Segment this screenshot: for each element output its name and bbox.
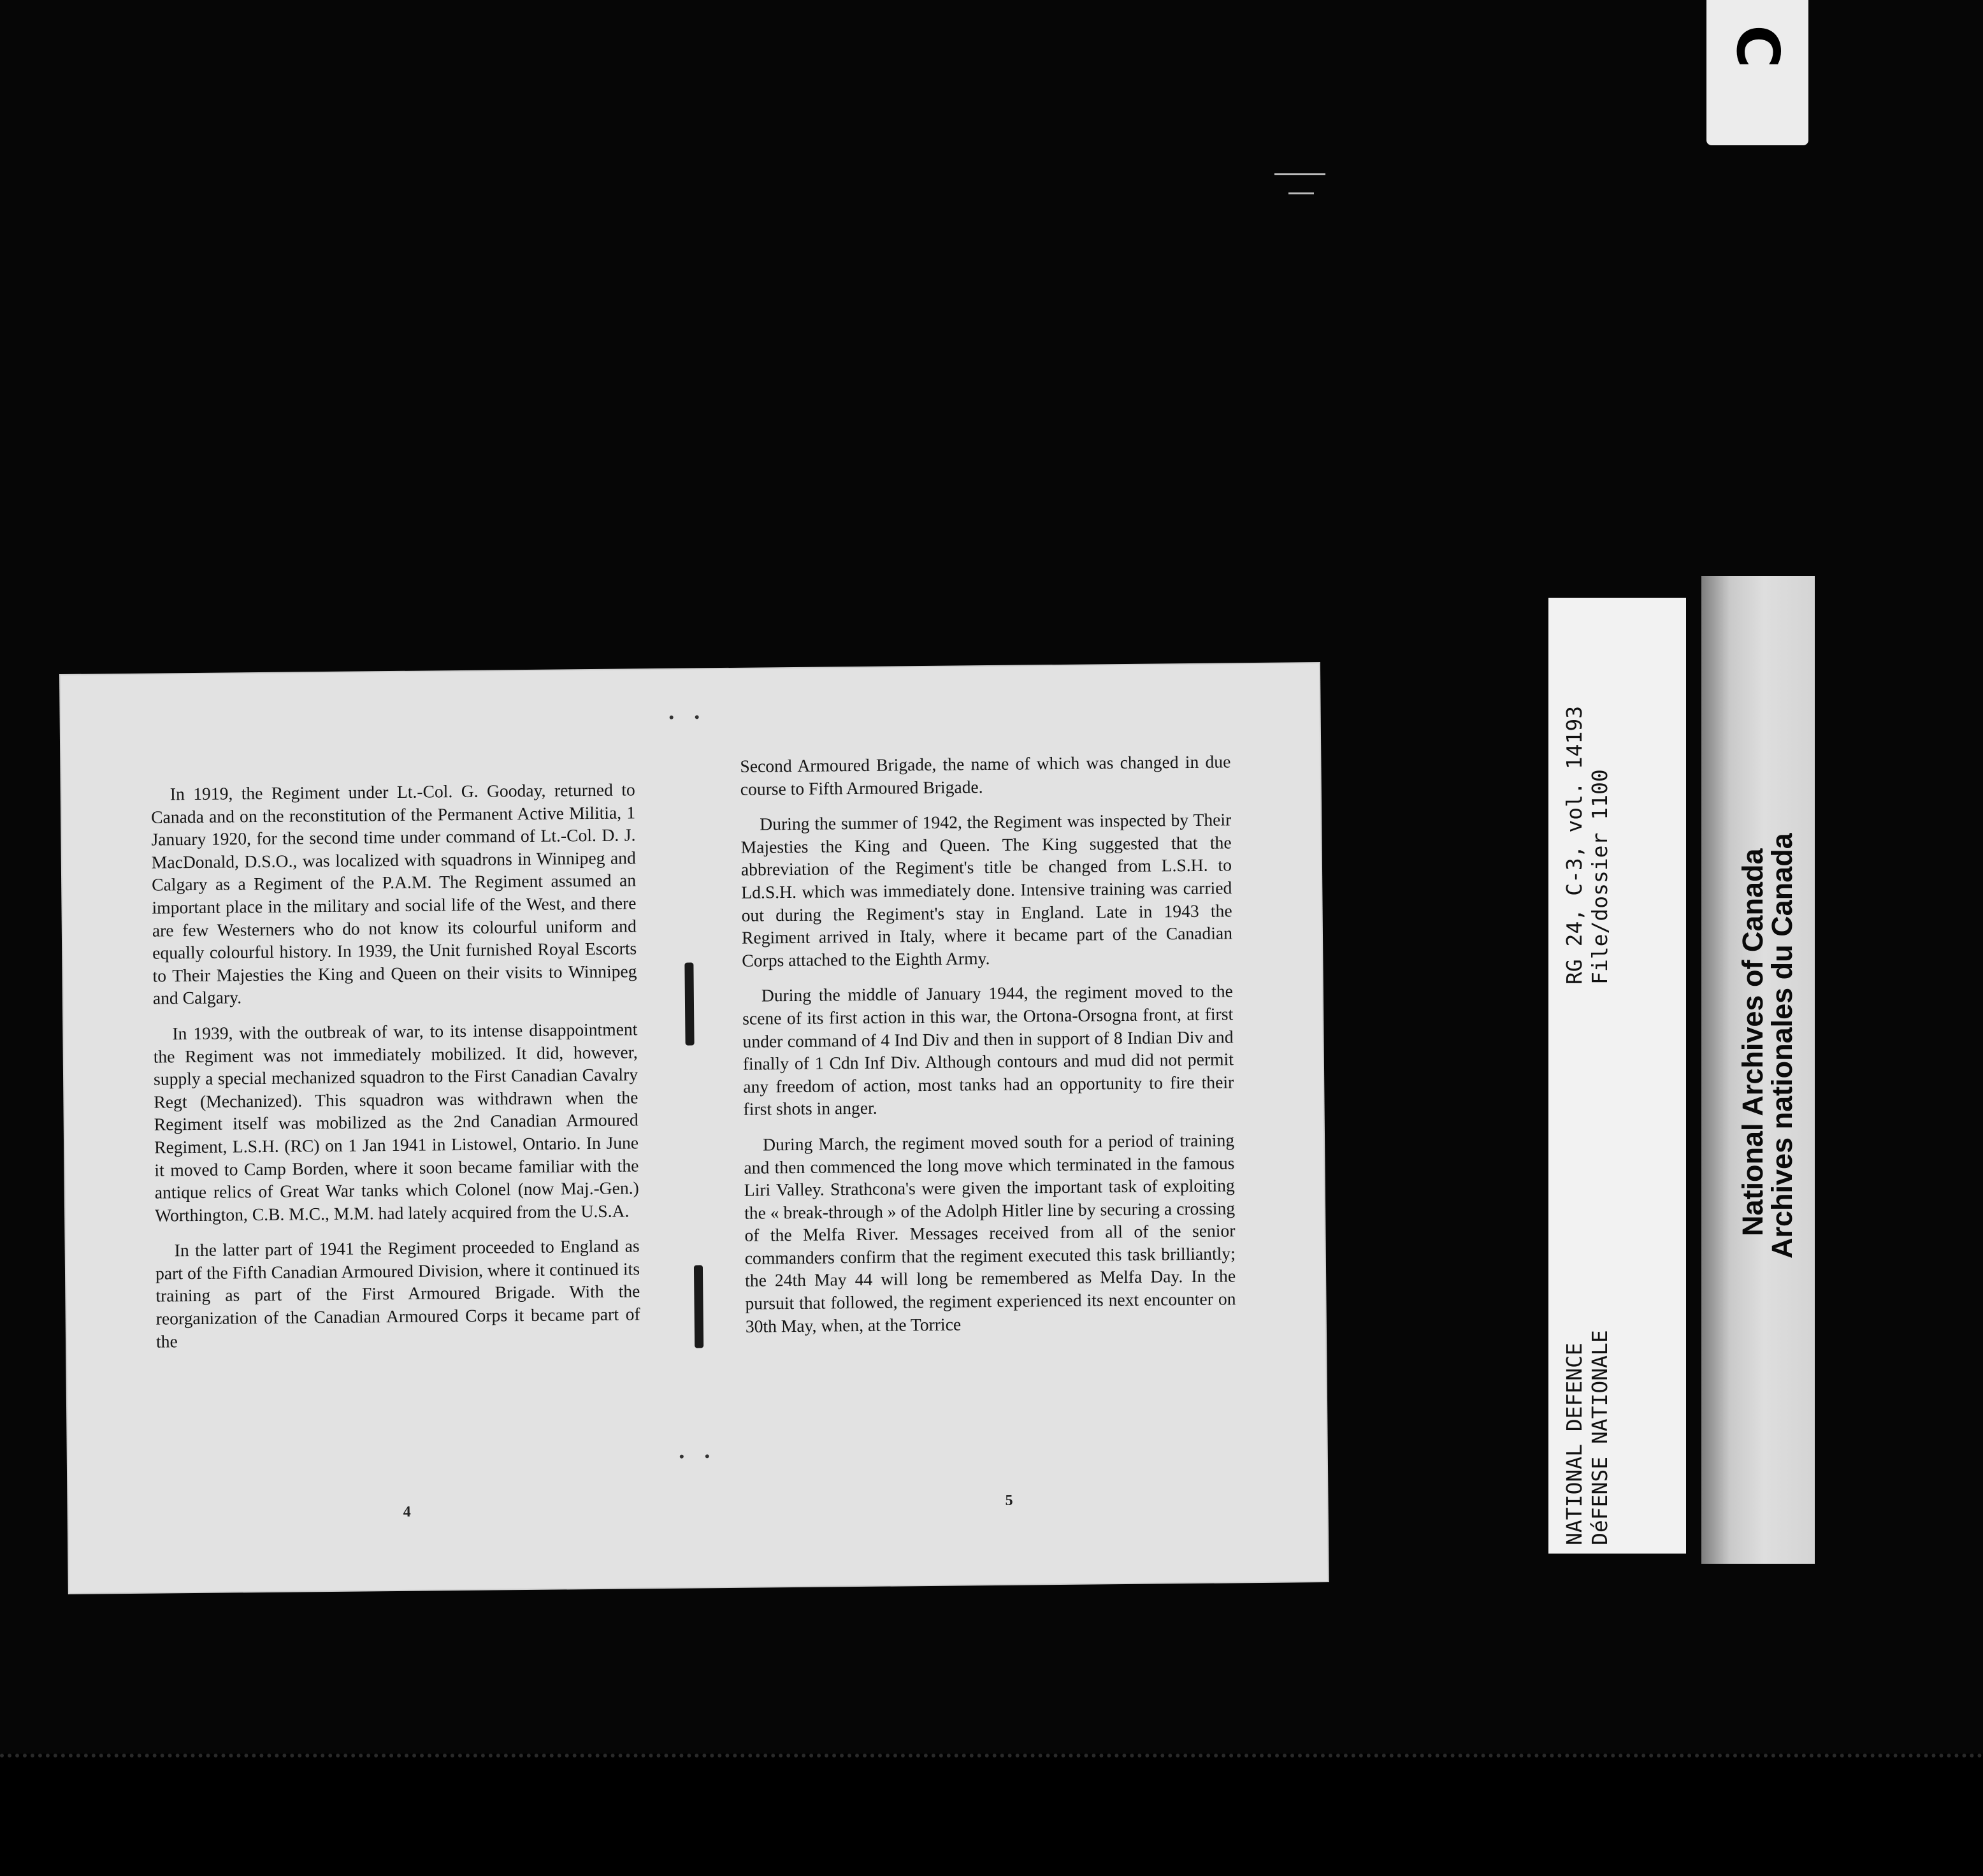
archive-name-en: National Archives of Canada — [1736, 848, 1769, 1236]
spine-mark — [695, 715, 699, 719]
booklet-spread — [61, 663, 1328, 1593]
reference-line-2: File/dossier 1100 — [1587, 769, 1612, 985]
right-paragraph: During the summer of 1942, the Regiment was inspected by Their Majesties the King and Queen. The King suggested that the abbreviation of the Regiment's title be changed from L.S.H. to Ld.S.H. which was immediately done. Intensive training was carried out during the Regiment's stay in England. Late in 1943 the Regiment arrived in Italy, where it became part of the Canadian Corps attached to the Eighth Army. — [740, 809, 1233, 970]
frame-marker-glyph: C — [1724, 25, 1792, 68]
scan-mark — [1274, 173, 1325, 175]
department-line-2: DéFENSE NATIONALE — [1587, 1330, 1612, 1545]
scan-mark — [1288, 192, 1314, 194]
page-number-right: 5 — [1005, 1492, 1013, 1509]
page-number-left: 4 — [403, 1503, 411, 1520]
binding-staple — [694, 1265, 703, 1348]
right-paragraph: During March, the regiment moved south for a period of training and then commenced the long move which terminated in the famous Liri Valley. Strathcona's were given the important task of exploiting the « break-through » of the Adolph Hitler line by securing a crossing of the Melfa River. Messages received from all of the senior commanders confirm that the regiment executed this task brilliantly; the 24th May 44 will long be remembered as Melfa Day. In the pursuit that followed, the regiment experienced its next encounter on 30th May, when, at the Torrice — [744, 1130, 1236, 1336]
right-paragraph: Second Armoured Brigade, the name of which was changed in due course to Fifth Armoured Brigade. — [740, 751, 1231, 799]
left-paragraph: In 1919, the Regiment under Lt.-Col. G. Gooday, returned to Canada and on the reconstitution of the Permanent Active Militia, 1 January 1920, for the second time under command of Lt.-Col. D. J. MacDonald, D.S.O., was localized with squadrons in Winnipeg and Calgary as a Regiment of the P.A.M. The Regiment assumed an important place in the military and social life of the West, and there are few Westerners who do not know its colourful uniform and equally colourful history. In 1939, the Unit furnished Royal Escorts to Their Majesties the King and Queen on their visits to Winnipeg and Calgary. — [150, 779, 637, 1008]
spine-mark — [680, 1455, 684, 1459]
left-paragraph: In the latter part of 1941 the Regiment proceeded to England as part of the Fifth Canadian Armoured Division, where it continued its training as part of the First Armoured Brigade. With the reorganization of the Canadian Armoured Corps it became part of the — [155, 1236, 640, 1352]
right-page-text — [740, 750, 1236, 1350]
binding-staple — [684, 962, 694, 1045]
department-line-1: NATIONAL DEFENCE — [1562, 1343, 1587, 1545]
archive-name-fr: Archives nationales du Canada — [1766, 833, 1798, 1259]
spine-mark — [670, 716, 674, 719]
reference-line-1: RG 24, C-3, vol. 14193 — [1562, 705, 1587, 985]
right-paragraph: During the middle of January 1944, the regiment moved to the scene of its first action in this war, the Ortona-Orsogna front, at first under command of 4 Ind Div and then in support of 8 Indian Div and finally of 1 Cdn Inf Div. Although contours and mud did not permit any freedom of action, most tanks had an opportunity to fire their first shots in anger. — [742, 981, 1234, 1120]
film-edge — [0, 1754, 1983, 1876]
left-paragraph: In 1939, with the outbreak of war, to its intense disappointment the Regiment was not immediately mobilized. It did, however, supply a special mechanized squadron to the First Canadian Cavalry Regt (Mechanized). This squadron was withdrawn when the Regiment itself was mobilized as the 2nd Canadian Armoured Regiment, L.S.H. (RC) on 1 Jan 1941 in Listowel, Ontario. In June it moved to Camp Borden, where it soon became familiar with the antique relics of Great War tanks which Colonel (now Maj.-Gen.) Worthington, C.B. M.C., M.M. had lately acquired from the U.S.A. — [153, 1019, 639, 1225]
spine-mark — [705, 1454, 709, 1458]
left-page-text — [151, 778, 641, 1366]
